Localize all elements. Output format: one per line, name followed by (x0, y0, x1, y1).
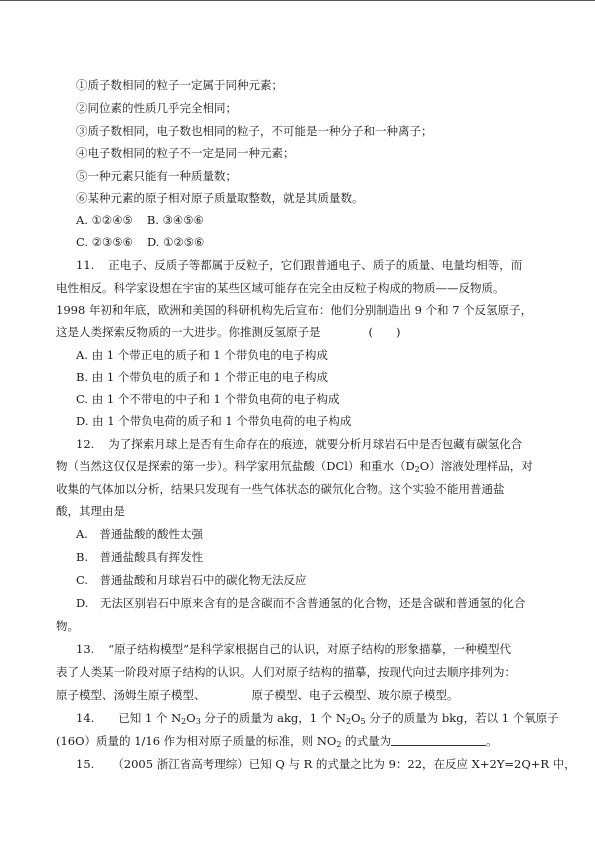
q14-text-2b: 的式量为 (341, 734, 392, 748)
q10-option-d[interactable]: D. ①②⑤⑥ (146, 235, 205, 249)
q12-line-3: 收集的气体加以分析，结果只发现有一些气体状态的碳氘化合物。这个实验不能用普通盐 (56, 482, 505, 496)
q12-line-4: 酸，其理由是 (56, 504, 125, 518)
q13-text-3b: 原子模型、电子云模型、玻尔原子模型。 (251, 688, 459, 702)
q12-line-1 (76, 437, 522, 452)
q14-sub-1: 2 (181, 717, 187, 726)
q12-text-2b: O）溶液处理样品，对 (419, 459, 533, 473)
q11-line-4 (56, 325, 400, 340)
q11-text-4: 这是人类探索反物质的一大进步。你推测反氢原子是 (56, 325, 321, 339)
q14-line-1 (76, 711, 559, 729)
q14-answer-blank[interactable] (391, 735, 486, 746)
q12-number: 12. (76, 437, 95, 451)
q12-line-2 (56, 459, 533, 477)
q11-line-1 (76, 258, 522, 273)
q12-option-d[interactable]: D. 无法区别岩石中原来含有的是含碳而不含普通氢的化合物，还是含碳和普通氢的化合 (76, 596, 526, 610)
q12-option-c[interactable]: C. 普通盐酸和月球岩石中的碳化物无法反应 (76, 573, 307, 587)
q15-text-1: （2005 浙江省高考理综）已知 Q 与 R 的式量之比为 9：22，在反应 X+2Y=2Q+R 中， (112, 757, 576, 771)
q14-sub-4: 5 (360, 717, 366, 726)
q12-option-b[interactable]: B. 普通盐酸具有挥发性 (76, 550, 204, 564)
q11-answer-paren[interactable]: ( ) (368, 325, 401, 339)
q11-line-2: 电性相反。科学家设想在宇宙的某些区域可能存在完全由反粒子构成的物质——反物质。 (56, 281, 505, 295)
q14-text-e: 分子的质量为 bkg，若以 1 个氧原子 (365, 711, 559, 725)
q14-text-2a: (16O）质量的 1/16 作为相对原子质量的标准，则 NO (56, 734, 337, 748)
q12-option-d-cont: 物。 (56, 619, 79, 633)
q14-sub-3: 2 (345, 717, 352, 726)
q14-sub-no2: 2 (336, 740, 342, 749)
q13-number: 13. (76, 642, 95, 656)
q14-text-d: O (351, 711, 361, 725)
q10-option-c[interactable]: C. ②③⑤⑥ (76, 235, 133, 249)
q14-number: 14. (76, 711, 95, 725)
q13-text-3a: 原子模型、汤姆生原子模型、 (56, 688, 206, 702)
q10-option-a[interactable]: A. ①②④⑤ (76, 213, 133, 227)
q11-number: 11. (76, 258, 95, 272)
q14-sub-2: 3 (195, 717, 201, 726)
q10-option-b[interactable]: B. ③④⑤⑥ (146, 213, 204, 227)
q10-options-row-1 (76, 213, 204, 228)
q12-text-1: 为了探索月球上是否有生命存在的痕迹，就要分析月球岩石中是否包藏有碳氢化合 (108, 437, 523, 451)
q13-line-1 (76, 642, 511, 657)
q12-subscript: 2 (414, 465, 420, 474)
q11-option-c[interactable]: C. 由 1 个不带电的中子和 1 个带负电荷的电子构成 (76, 392, 340, 406)
q11-option-d[interactable]: D. 由 1 个带负电荷的质子和 1 个带负电荷的电子构成 (76, 414, 352, 428)
q13-line-3 (56, 688, 459, 703)
statement-6: ⑥某种元素的原子相对原子质量取整数，就是其质量数。 (76, 191, 364, 205)
q15-line-1 (76, 757, 576, 772)
statement-2: ②同位素的性质几乎完全相同； (76, 101, 237, 115)
q13-line-2: 表了人类某一阶段对原子结构的认识。人们对原子结构的描摹，按现代向过去顺序排列为： (56, 665, 516, 679)
q13-text-1: “原子结构模型”是科学家根据自己的认识，对原子结构的形象描摹，一种模型代 (108, 642, 512, 656)
statement-4: ④电子数相同的粒子不一定是同一种元素； (76, 146, 295, 160)
q14-line-2 (56, 734, 498, 752)
q14-text-a: 已知 1 个 N (118, 711, 182, 725)
q11-option-b[interactable]: B. 由 1 个带负电的质子和 1 个带正电的电子构成 (76, 370, 329, 384)
statement-5: ⑤一种元素只能有一种质量数； (76, 169, 237, 183)
q10-options-row-2 (76, 235, 204, 250)
statement-3: ③质子数相同，电子数也相同的粒子，不可能是一种分子和一种离子； (76, 124, 433, 138)
q11-line-3: 1998 年初和年底，欧洲和美国的科研机构先后宣布：他们分别制造出 9 个和 7 个反氢原子， (56, 303, 533, 317)
q12-text-2a: 物（当然这仅仅是探索的第一步）。科学家用氘盐酸（DCl）和重水（D (56, 459, 415, 473)
q12-option-a[interactable]: A. 普通盐酸的酸性太强 (76, 527, 203, 541)
q11-option-a[interactable]: A. 由 1 个带正电的质子和 1 个带负电的电子构成 (76, 348, 328, 362)
statement-1: ①质子数相同的粒子一定属于同种元素； (76, 78, 283, 92)
q14-text-b: O (186, 711, 196, 725)
q15-number: 15. (76, 757, 95, 771)
q14-text-c: 分子的质量为 akg，1 个 N (200, 711, 346, 725)
q11-text-1: 正电子、反质子等都属于反粒子，它们跟普通电子、质子的质量、电量均相等，而 (108, 258, 523, 272)
q14-text-2end: 。 (486, 734, 498, 748)
page-top-rule (0, 0, 595, 1)
